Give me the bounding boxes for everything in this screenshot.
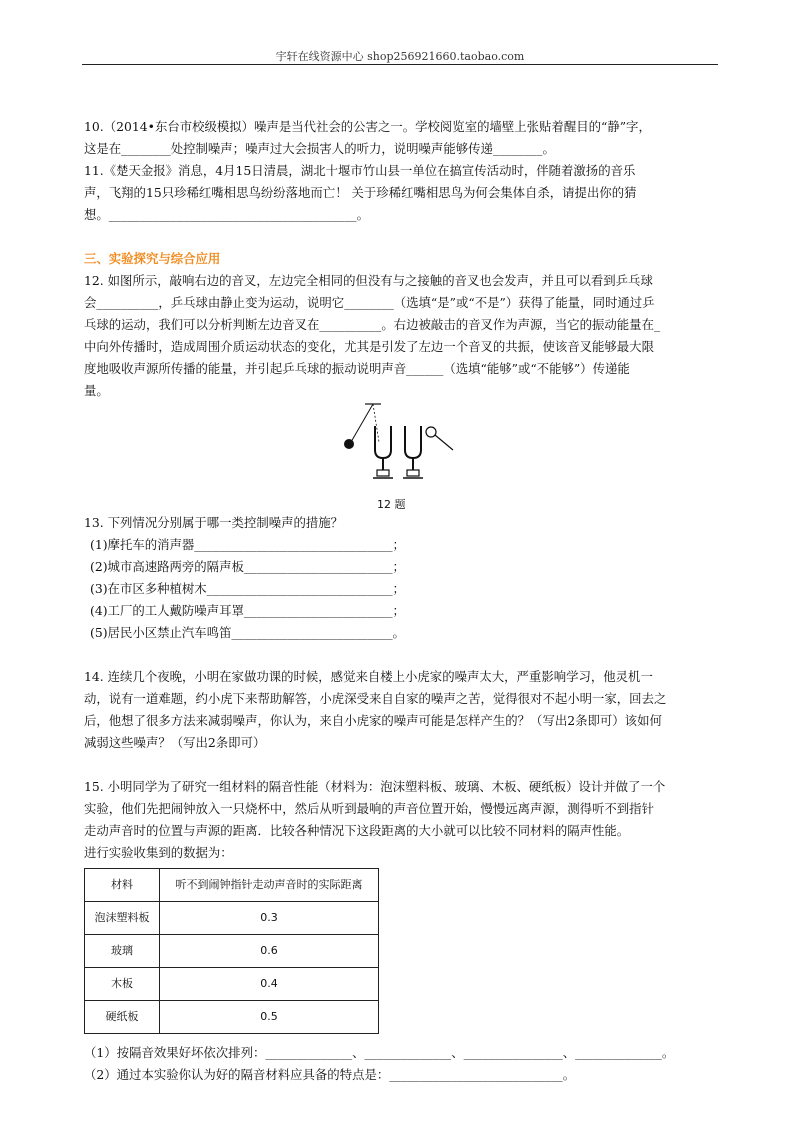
table-row xyxy=(85,902,379,935)
table-cell-material: 硬纸板 xyxy=(85,1001,160,1034)
question-10 xyxy=(84,116,724,160)
table-row xyxy=(85,1001,379,1034)
q15-line-4: 进行实验收集到的数据为： xyxy=(84,845,233,860)
tuning-fork-diagram xyxy=(339,402,469,492)
q14-line-3: 后，他想了很多方法来减弱噪声，你认为，来自小虎家的噪声可能是怎样产生的？（写出2条即可）该如何 xyxy=(84,713,662,728)
right-tuning-fork-icon xyxy=(405,426,421,458)
q13-intro: 13. 下列情况分别属于哪一类控制噪声的措施？ xyxy=(84,515,344,530)
table-cell-distance: 0.4 xyxy=(160,968,379,1001)
table-cell-distance: 0.3 xyxy=(160,902,379,935)
table-header-row xyxy=(85,869,379,902)
q12-line-4: 中向外传播时，造成周围介质运动状态的变化，尤其是引发了左边一个音叉的共振，使该音叉能够最大限 xyxy=(84,339,654,354)
table-cell-material: 玻璃 xyxy=(85,935,160,968)
left-tuning-fork-icon xyxy=(375,426,391,458)
question-11 xyxy=(84,160,724,226)
document-body xyxy=(84,116,724,1086)
q12-line-1: 12. 如图所示，敲响右边的音叉，左边完全相同的但没有与之接触的音叉也会发声，并且可以看到乒乓球 xyxy=(84,273,653,288)
page-header: 宇轩在线资源中心 shop256921660.taobao.com xyxy=(275,50,525,63)
table-header-material: 材料 xyxy=(85,869,160,902)
data-table xyxy=(84,868,379,1034)
table-row xyxy=(85,935,379,968)
q10-line-1: 10.（2014•东台市校级模拟）噪声是当代社会的公害之一。学校阅览室的墙壁上张贴着醒目的“静”字， xyxy=(84,119,651,134)
question-15 xyxy=(84,776,724,1086)
q15-line-3: 走动声音时的位置与声源的距离．比较各种情况下这段距离的大小就可以比较不同材料的隔声性能。 xyxy=(84,823,630,838)
table-cell-material: 木板 xyxy=(85,968,160,1001)
q11-line-2: 声，飞翔的15只珍稀红嘴相思鸟纷纷落地而亡！ 关于珍稀红嘴相思鸟为何会集体自杀，请提出你的猜 xyxy=(84,185,637,200)
table-cell-material: 泡沫塑料板 xyxy=(85,902,160,935)
header-rule xyxy=(82,64,718,65)
table-cell-distance: 0.6 xyxy=(160,935,379,968)
q14-line-1: 14. 连续几个夜晚，小明在家做功课的时候，感觉来自楼上小虎家的噪声太大，严重影响学习，他灵机一 xyxy=(84,669,653,684)
question-13 xyxy=(84,512,724,644)
q13-item: (5)居民小区禁止汽车鸣笛__________________________。 xyxy=(90,625,405,640)
hammer-icon xyxy=(426,427,436,437)
q15-line-1: 15. 小明同学为了研究一组材料的隔音性能（材料为：泡沫塑料板、玻璃、木板、硬纸板）设计并做了一个 xyxy=(84,779,666,794)
q12-line-6: 量。 xyxy=(84,383,109,398)
q15-sub-1: （1）按隔音效果好坏依次排列：______________、______________、________________、______________。 xyxy=(84,1045,675,1060)
q14-line-2: 动，说有一道难题，约小虎下来帮助解答，小虎深受来自自家的噪声之苦，觉得很对不起小明一家，回去之 xyxy=(84,691,667,706)
q13-item: (2)城市高速路两旁的隔声板________________________； xyxy=(90,559,405,574)
section-title: 三、实验探究与综合应用 xyxy=(84,251,221,266)
q14-line-4: 减弱这些噪声？（写出2条即可） xyxy=(84,735,266,750)
q15-line-2: 实验，他们先把闹钟放入一只烧杯中，然后从听到最响的声音位置开始，慢慢远离声源，测得听不到指针 xyxy=(84,801,654,816)
table-header-distance: 听不到闹钟指针走动声音时的实际距离 xyxy=(160,869,379,902)
q13-item: (4)工厂的工人戴防噪声耳罩________________________； xyxy=(90,603,405,618)
tuning-fork-figure xyxy=(84,402,724,512)
figure-caption: 12 题 xyxy=(377,498,406,511)
q11-line-3: 想。________________________________________。 xyxy=(84,207,369,222)
table-row xyxy=(85,968,379,1001)
q12-line-2: 会__________，乒乓球由静止变为运动，说明它________（选填“是”或“不是”）获得了能量，同时通过乒 xyxy=(84,295,655,310)
q12-line-3: 乓球的运动，我们可以分析判断左边音叉在__________。右边被敲击的音叉作为声源，当它的振动能量在_ xyxy=(84,317,661,332)
ping-pong-ball-icon xyxy=(344,439,354,449)
q11-line-1: 11.《楚天金报》消息，4月15日清晨，湖北十堰市竹山县一单位在搞宣传活动时，伴随着激扬的音乐 xyxy=(84,163,636,178)
q13-item: (1)摩托车的消声器________________________________； xyxy=(90,537,405,552)
question-12 xyxy=(84,270,724,402)
q15-sub-2: （2）通过本实验你认为好的隔音材料应具备的特点是：____________________________。 xyxy=(84,1067,576,1082)
question-14 xyxy=(84,666,724,754)
table-cell-distance: 0.5 xyxy=(160,1001,379,1034)
q10-line-2: 这是在________处控制噪声；噪声过大会损害人的听力，说明噪声能够传递________。 xyxy=(84,141,555,156)
q13-item: (3)在市区多种植树木______________________________； xyxy=(90,581,405,596)
q12-line-5: 度地吸收声源所传播的能量，并引起乒乓球的振动说明声音______（选填“能够”或“不能够”）传递能 xyxy=(84,361,630,376)
